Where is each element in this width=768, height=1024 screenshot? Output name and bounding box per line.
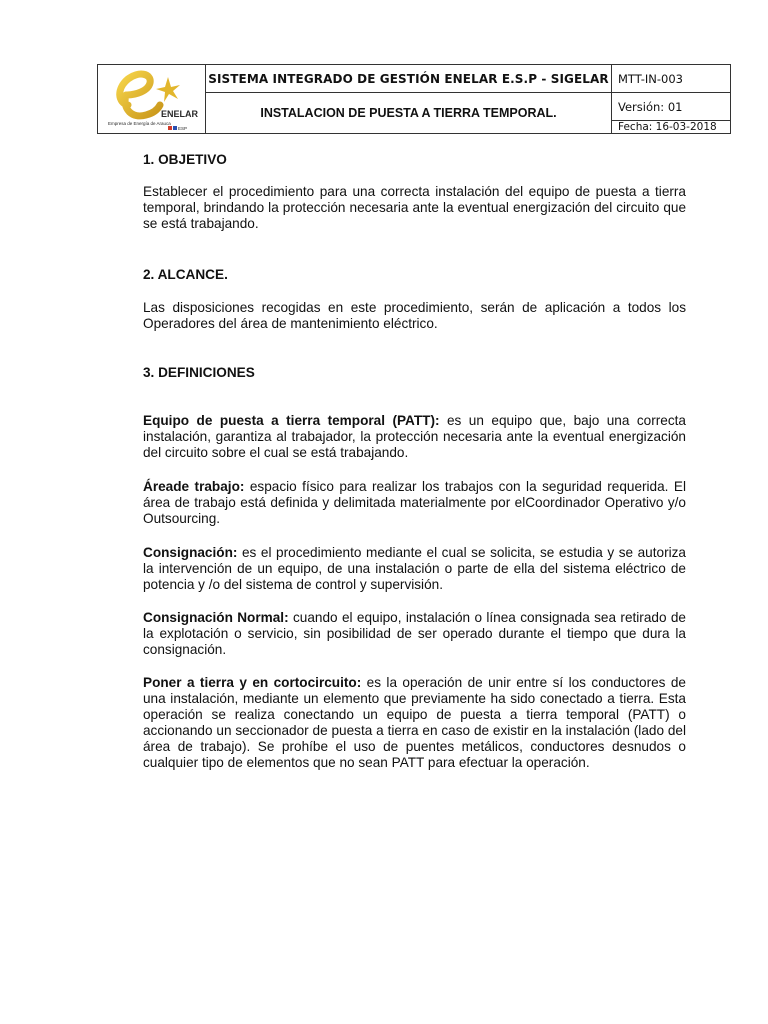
- svg-text:ENELAR: ENELAR: [161, 109, 199, 119]
- definition-paragraph: [143, 610, 686, 658]
- definition-paragraph: [143, 545, 686, 593]
- section-alcance: [143, 267, 686, 283]
- section-alcance-body: [143, 300, 686, 332]
- section-objetivo-body: [143, 184, 686, 232]
- definition-item: [143, 413, 686, 461]
- definition-term: Equipo de puesta a tierra temporal (PATT):: [143, 413, 440, 428]
- definition-term: Áreade trabajo:: [143, 479, 245, 494]
- definition-text: es la operación de unir entre sí los conductores de una instalación, mediante un elemento que previamente ha sido conectado a tierra. Esta operación se realiza conectando un equipo de puesta a tierra temporal (PATT) o accionando un seccionador de puesta a tierra en caso de existir en la instalación (lado del área de trabajo). Se prohíbe el uso de puentes metálicos, conductores desnudos o cualquier tipo de elementos que no sean PATT para efectuar la operación.: [143, 675, 686, 770]
- definition-paragraph: [143, 675, 686, 771]
- svg-text:Empresa de Energía de Arauca: Empresa de Energía de Arauca: [108, 121, 171, 126]
- section-heading: 1. OBJETIVO: [143, 152, 227, 167]
- system-title: SISTEMA INTEGRADO DE GESTIÓN ENELAR E.S.P - SIGELAR: [206, 65, 612, 93]
- section-objetivo: [143, 152, 686, 168]
- definition-item: [143, 675, 686, 771]
- document-date: Fecha: 16-03-2018: [618, 121, 717, 133]
- document-code: MTT-IN-003: [612, 65, 730, 93]
- definition-text: espacio físico para realizar los trabajos con la seguridad requerida. El área de trabajo está definida y delimitada materialmente por elCoordinador Operativo y/o Outsourcing.: [143, 479, 686, 526]
- document-version: Versión: 01: [612, 93, 730, 121]
- section-paragraph: Establecer el procedimiento para una correcta instalación del equipo de puesta a tierra temporal, brindando la protección necesaria ante la eventual energización del circuito que se está trabajando.: [143, 184, 686, 231]
- definition-paragraph: [143, 413, 686, 461]
- definition-paragraph: [143, 479, 686, 527]
- definition-term: Consignación:: [143, 545, 238, 560]
- definition-item: [143, 545, 686, 593]
- definition-item: [143, 479, 686, 527]
- definition-term: Poner a tierra y en cortocircuito:: [143, 675, 362, 690]
- definition-text: es el procedimiento mediante el cual se solicita, se estudia y se autoriza la intervención de un equipo, de una instalación o parte de ella del sistema eléctrico de potencia y /o del sistema de control y supervisión.: [143, 545, 686, 592]
- enelar-logo-icon: [98, 65, 204, 133]
- document-header: [97, 64, 731, 134]
- definition-term: Consignación Normal:: [143, 610, 289, 625]
- document-title: INSTALACION DE PUESTA A TIERRA TEMPORAL.: [206, 93, 612, 133]
- section-definiciones: [143, 365, 686, 381]
- section-paragraph: Las disposiciones recogidas en este procedimiento, serán de aplicación a todos los Operadores del área de mantenimiento eléctrico.: [143, 300, 686, 331]
- svg-text:ESP: ESP: [178, 126, 188, 131]
- section-heading: 2. ALCANCE.: [143, 267, 228, 282]
- definition-item: [143, 610, 686, 658]
- enelar-logo: [98, 65, 206, 133]
- definition-text: cuando el equipo, instalación o línea consignada sea retirado de la explotación o servicio, sin posibilidad de ser operado durante el tiempo que dura la consignación.: [143, 610, 686, 657]
- definition-text: es un equipo que, bajo una correcta instalación, garantiza al trabajador, la protección necesaria ante la eventual energización del circuito sobre el cual se está trabajando.: [143, 413, 686, 460]
- section-heading: 3. DEFINICIONES: [143, 365, 255, 380]
